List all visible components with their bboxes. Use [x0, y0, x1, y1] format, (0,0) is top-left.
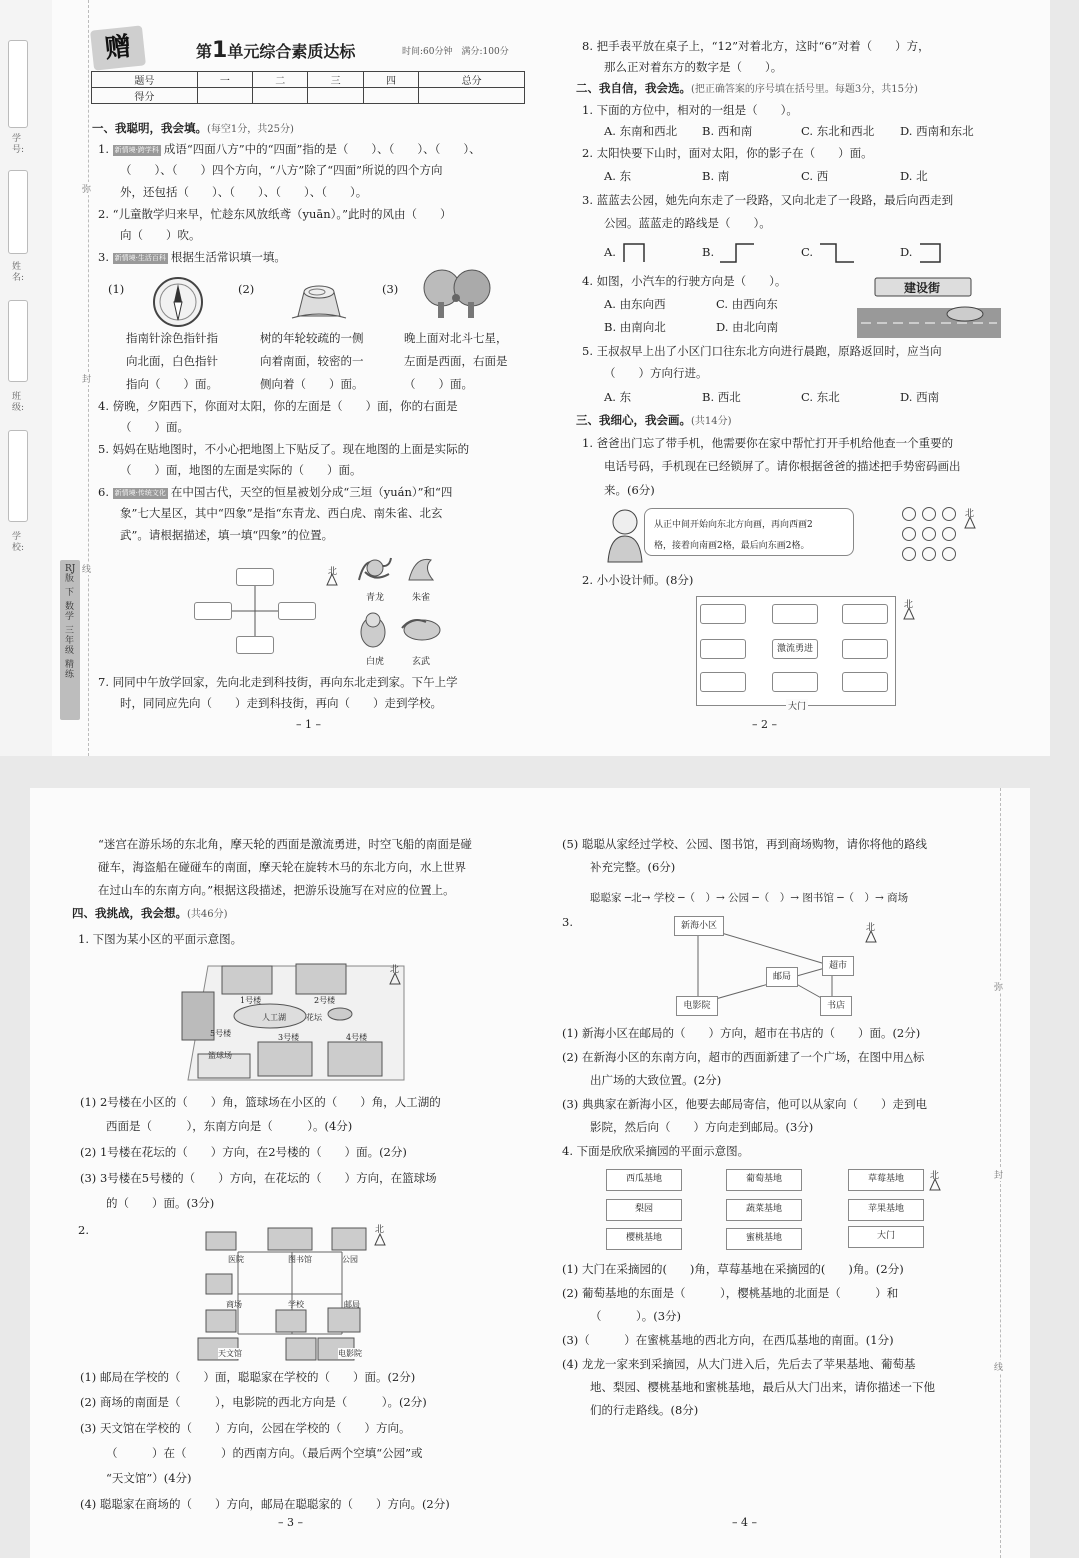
label-white-tiger: 白虎: [366, 657, 385, 667]
q4-1-part2: (2) 1号楼在花坛的（ ）方向，在2号楼的（ ）面。(2分): [80, 1145, 407, 1159]
tab-grade: 三年级: [65, 626, 75, 656]
map1-court: 篮球场: [208, 1051, 232, 1060]
school-box[interactable]: [8, 430, 28, 522]
mc1-option-c[interactable]: C. 东北和西北: [801, 124, 875, 138]
draw-question-1: 1. 爸爸出门忘了带手机，他需要你在家中帮忙打开手机给他查一个重要的: [582, 436, 954, 450]
north-arrow-icon: [375, 1234, 385, 1246]
orchard-strawberry: 草莓基地: [848, 1169, 924, 1191]
north-arrow-icon: [965, 517, 975, 529]
mc2-option-b[interactable]: B. 南: [702, 169, 730, 183]
label-class: 班级:: [12, 392, 25, 413]
route-d-icon: [918, 240, 944, 264]
draw-question-1-line3: 来。(6分): [604, 483, 655, 497]
mc-question-3: 3. 蓝蓝去公园，她先向东走了一段路，又向北走了一段路，最后向西走到: [582, 193, 954, 207]
compass-icon: [152, 276, 204, 328]
route-a-icon: [620, 240, 650, 264]
north-label: 北: [904, 600, 914, 610]
map2-hospital: 医院: [228, 1255, 244, 1264]
map3-xinhai: 新海小区: [674, 916, 724, 936]
gate-label: 大门: [786, 699, 808, 712]
challenge-question-4: 4. 下面是欣欣采摘园的平面示意图。: [562, 1144, 750, 1158]
mc3-option-d[interactable]: D.: [900, 245, 913, 259]
park-description-3: 在过山车的东南方向。”根据这段描述，把游乐设施写在对应的位置上。: [98, 883, 455, 897]
mc-question-3-line2: 公园。蓝蓝走的路线是（ ）。: [604, 216, 771, 230]
question-6-line2: 象”七大星区，其中“四象”是指“东青龙、西白虎、南朱雀、北玄: [120, 506, 443, 520]
north-label: 北: [930, 1171, 940, 1181]
design-question: 2. 小小设计师。(8分): [582, 573, 694, 587]
question-1-line2: （ ）、（ ）四个方向，“八方”除了“四面”所说的四个方向: [120, 163, 443, 177]
q4-2-part4: (4) 聪聪家在商场的（ ）方向，邮局在聪聪家的（ ）方向。(2分): [80, 1497, 450, 1511]
orchard-gate: 大门: [848, 1226, 924, 1248]
map2-planetarium: 天文馆: [218, 1349, 242, 1358]
mc4-option-d[interactable]: D. 由北向南: [716, 320, 779, 334]
q4-4-part3: (3)（ ）在蜜桃基地的西北方向，在西瓜基地的南面。(1分): [562, 1333, 894, 1347]
north-label: 北: [866, 923, 876, 933]
q3-case3-label: (3): [382, 282, 399, 296]
class-box[interactable]: [8, 300, 28, 382]
map1-building-3: 3号楼: [278, 1033, 300, 1042]
pattern-dot[interactable]: [942, 547, 956, 561]
gift-seal: 赠: [90, 25, 146, 70]
tab-edition: RJ版: [65, 564, 76, 584]
q3-case2-text: 树的年轮较疏的一侧 向着南面，较密的一 侧向着（ ）面。: [260, 331, 364, 391]
label-black-tortoise: 玄武: [412, 657, 431, 667]
north-label: 北: [390, 965, 400, 975]
map3-bookstore: 书店: [820, 996, 852, 1016]
score-cell[interactable]: [308, 88, 363, 104]
tab-subject: 数学: [65, 602, 75, 622]
q3-case3-text: 晚上面对北斗七星， 左面是西面，右面是 （ ）面。: [404, 331, 508, 391]
orchard-pear: 梨园: [606, 1199, 682, 1221]
question-2: 2. “儿童散学归来早，忙趁东风放纸鸢（yuān）。”此时的风由（ ）: [98, 207, 452, 221]
q4-3-part2: (2) 在新海小区的东南方向，超市的西面新建了一个广场，在图中用△标: [562, 1050, 925, 1064]
pattern-dot[interactable]: [902, 527, 916, 541]
question-8: 8. 把手表平放在桌子上，“12”对着北方，这时“6”对着（ ）方，: [582, 39, 930, 53]
north-label: 北: [375, 1225, 385, 1235]
answer-box-north[interactable]: [236, 568, 274, 586]
q4-2-part2: (2) 商场的南面是（ ），电影院的西北方向是（ ）。(2分): [80, 1395, 427, 1409]
q4-4-part2: (2) 葡萄基地的东面是（ ），樱桃基地的北面是（ ）和: [562, 1286, 899, 1300]
community-map: [178, 958, 408, 1084]
map2-cinema: 电影院: [338, 1349, 362, 1358]
q4-2-part3-line3: “天文馆”）(4分): [106, 1471, 192, 1485]
turtle-icon: [400, 614, 446, 644]
dad-avatar: [606, 506, 644, 562]
tree-stump-icon: [290, 280, 348, 320]
section-3-heading: 三、我细心，我会画。(共14分): [576, 413, 732, 427]
q4-2-part5: (5) 聪聪从家经过学校、公园、图书馆，再到商场购物，请你将他的路线: [562, 837, 927, 851]
question-5: 5. 妈妈在贴地图时，不小心把地图上下贴反了。现在地图的上面是实际的: [98, 442, 470, 456]
orchard-apple: 苹果基地: [848, 1199, 924, 1221]
pattern-dot[interactable]: [902, 547, 916, 561]
mc5-option-d[interactable]: D. 西南: [900, 390, 940, 404]
question-6-line3: 武”。请根据描述，填一填“四象”的位置。: [120, 528, 334, 542]
page-number-4: – 4 –: [732, 1516, 757, 1529]
mc-question-1: 1. 下面的方位中，相对的一组是（ ）。: [582, 103, 798, 117]
q4-4-part1: (1) 大门在采摘园的( )角，草莓基地在采摘园的( )角。(2分): [562, 1262, 904, 1276]
label-student-id: 学号:: [12, 134, 25, 155]
map3-supermarket: 超市: [822, 956, 854, 976]
seal-mark-mi: 弥: [82, 182, 91, 195]
pattern-dot[interactable]: [942, 507, 956, 521]
question-1: 1. 新情境·跨学科 成语“四面八方”中的“四面”指的是（ ）、（ ）、（ ）、: [98, 142, 481, 156]
map2-school: 学校: [288, 1300, 304, 1309]
q4-3-part1: (1) 新海小区在邮局的（ ）方向，超市在书店的（ ）面。(2分): [562, 1026, 921, 1040]
mc2-option-c[interactable]: C. 西: [801, 169, 829, 183]
q4-2-part5-line2: 补充完整。(6分): [590, 860, 676, 874]
q3-case1-text: 指南针涂色指针指 向北面，白色指针 指向（ ）面。: [126, 331, 218, 391]
trees-night-icon: [420, 268, 496, 320]
seal-mark-mi: 弥: [994, 980, 1003, 993]
challenge-question-3: 3.: [562, 915, 573, 929]
mc3-option-b[interactable]: B.: [702, 245, 715, 259]
map3-cinema: 电影院: [676, 996, 718, 1016]
q4-3-part2-line2: 出广场的大致位置。(2分): [590, 1073, 722, 1087]
map1-lake: 人工湖: [262, 1013, 286, 1022]
q3-case1-label: (1): [108, 282, 125, 296]
question-4: 4. 傍晚，夕阳西下，你面对太阳，你的左面是（ ）面，你的右面是: [98, 399, 458, 413]
north-arrow-icon: [327, 574, 337, 586]
tab-brand: 精练: [65, 660, 75, 680]
pattern-dot[interactable]: [922, 507, 936, 521]
map1-building-4: 4号楼: [346, 1033, 368, 1042]
street-sign: 建设街: [904, 281, 941, 295]
q3-case2-label: (2): [238, 282, 255, 296]
mc5-option-a[interactable]: A. 东: [604, 390, 632, 404]
speech-line-1: 从正中间开始向东北方向画，再向西画2: [654, 520, 813, 530]
question-4-line2: （ ）面。: [120, 420, 189, 434]
question-2-line2: 向（ ）吹。: [120, 228, 201, 242]
label-name: 姓名:: [12, 262, 25, 283]
seal-mark-xian: 线: [994, 1360, 1003, 1373]
map1-building-2: 2号楼: [314, 996, 336, 1005]
north-label: 北: [965, 509, 975, 519]
unit-title: 第1单元综合素质达标: [196, 38, 356, 63]
mc2-option-d[interactable]: D. 北: [900, 169, 928, 183]
draw-question-1-line2: 电话号码，手机现在已经锁屏了。请你根据爸爸的描述把手势密码画出: [604, 459, 961, 473]
mc5-option-c[interactable]: C. 东北: [801, 390, 840, 404]
speech-line-2: 格，接着向南画2格，最后向东画2格。: [654, 541, 810, 551]
orchard-watermelon: 西瓜基地: [606, 1169, 682, 1191]
rapids-ride-box: 激流勇进: [772, 639, 818, 659]
park-slot[interactable]: [772, 672, 818, 692]
question-1-line3: 外，还包括（ ）、（ ）、（ ）、（ ）。: [120, 185, 368, 199]
orchard-grape: 葡萄基地: [726, 1169, 802, 1191]
pattern-dot[interactable]: [942, 527, 956, 541]
tiger-icon: [355, 610, 391, 650]
score-table: 题号 一 二 三 四 总分 得分: [91, 71, 525, 104]
question-7: 7. 同同中午放学回家，先向北走到科技街，再向东北走到家。下午上学: [98, 675, 458, 689]
binding-strip: [0, 0, 76, 756]
map2-mall: 商场: [226, 1300, 242, 1309]
map1-building-1: 1号楼: [240, 996, 262, 1005]
q4-4-part4-line2: 地、梨园、樱桃基地和蜜桃基地，最后从大门出来，请你描述一下他: [590, 1380, 935, 1394]
north-arrow-icon: [390, 973, 400, 985]
park-slot[interactable]: [772, 604, 818, 624]
map3-post-office: 邮局: [766, 967, 798, 987]
north-label: 北: [328, 567, 338, 577]
orchard-vegetable: 蔬菜基地: [726, 1199, 802, 1221]
label-school: 学校:: [12, 532, 25, 553]
q4-2-part1: (1) 邮局在学校的（ ）面，聪聪家在学校的（ ）面。(2分): [80, 1370, 416, 1384]
mc1-option-d[interactable]: D. 西南和东北: [900, 124, 974, 138]
map2-park: 公园: [342, 1255, 358, 1264]
question-3: 3. 新情境·生活百科 根据生活常识填一填。: [98, 250, 286, 264]
park-slot[interactable]: [700, 604, 746, 624]
mc3-option-c[interactable]: C.: [801, 245, 814, 259]
label-vermilion-bird: 朱雀: [412, 593, 431, 603]
map1-flowerbed: 花坛: [306, 1013, 322, 1022]
name-box[interactable]: [8, 170, 28, 254]
question-7-line2: 时，同同应先向（ ）走到科技街，再向（ ）走到学校。: [120, 696, 442, 710]
page-number-3: – 3 –: [278, 1516, 303, 1529]
challenge-question-2: 2.: [78, 1223, 89, 1237]
mc1-option-b[interactable]: B. 西和南: [702, 124, 753, 138]
mc4-option-a[interactable]: A. 由东向西: [604, 297, 666, 311]
park-slot[interactable]: [842, 604, 888, 624]
mc-question-4: 4. 如图，小汽车的行驶方向是（ ）。: [582, 274, 787, 288]
answer-box-west[interactable]: [194, 602, 232, 620]
mc3-option-a[interactable]: A.: [604, 245, 616, 259]
town-map: [192, 1222, 372, 1364]
answer-box-east[interactable]: [278, 602, 316, 620]
q4-4-part4: (4) 龙龙一家来到采摘园，从大门进入后，先后去了苹果基地、葡萄基: [562, 1357, 916, 1371]
q4-1-part1-line2: 西面是（ ），东南方向是（ ）。(4分): [106, 1119, 353, 1133]
mc-question-5-line2: （ ）方向行进。: [604, 366, 708, 380]
q4-3-part3-line2: 影院，然后向（ ）方向走到邮局。(3分): [590, 1120, 814, 1134]
q4-1-part3-line2: 的（ ）面。(3分): [106, 1196, 215, 1210]
orchard-peach: 蜜桃基地: [726, 1228, 802, 1250]
edition-tab: [60, 560, 80, 720]
route-chain: 聪聪家 ─北→ 学校 ─（ ）→ 公园 ─（ ）→ 图书馆 ─（ ）→ 商场: [590, 892, 909, 904]
park-slot[interactable]: [700, 639, 746, 659]
park-description-1: “迷宫在游乐场的东北角，摩天轮的西面是激流勇进，时空飞船的南面是碰: [98, 837, 472, 851]
mc2-option-a[interactable]: A. 东: [604, 169, 632, 183]
challenge-question-1: 1. 下图为某小区的平面示意图。: [78, 932, 243, 946]
score-cell[interactable]: [197, 88, 252, 104]
tab-volume: 下: [65, 588, 75, 598]
park-slot[interactable]: [700, 672, 746, 692]
mc-question-5: 5. 王叔叔早上出了小区门口往东北方向进行晨跑，原路返回时，应当向: [582, 344, 942, 358]
orchard-cherry: 樱桃基地: [606, 1228, 682, 1250]
mc1-option-a[interactable]: A. 东南和西北: [604, 124, 678, 138]
q4-1-part3: (3) 3号楼在5号楼的（ ）方向，在花坛的（ ）方向，在篮球场: [80, 1171, 437, 1185]
question-6: 6. 新情境·传统文化 在中国古代，天空的恒星被划分成“三垣（yuán）”和“四: [98, 485, 453, 499]
mc-question-2: 2. 太阳快要下山时，面对太阳，你的影子在（ ）面。: [582, 146, 873, 160]
exam-meta: 时间:60分钟 满分:100分: [402, 47, 509, 57]
question-8-line2: 那么正对着东方的数字是（ ）。: [604, 60, 783, 74]
route-c-icon: [818, 240, 858, 264]
park-slot[interactable]: [842, 672, 888, 692]
seal-mark-feng: 封: [994, 1168, 1003, 1181]
page-number-2: – 2 –: [752, 718, 777, 731]
q4-4-part4-line3: 们的行走路线。(8分): [590, 1403, 699, 1417]
score-cell[interactable]: [363, 88, 418, 104]
mc4-option-b[interactable]: B. 由南向北: [604, 320, 666, 334]
q4-1-part1: (1) 2号楼在小区的（ ）角，篮球场在小区的（ ）角，人工湖的: [80, 1095, 441, 1109]
map2-post-office: 邮局: [344, 1300, 360, 1309]
q4-3-part3: (3) 典典家在新海小区，他要去邮局寄信，他可以从家向（ ）走到电: [562, 1097, 927, 1111]
q4-2-part3: (3) 天文馆在学校的（ ）方向，公园在学校的（ ）方向。: [80, 1421, 411, 1435]
map2-library: 图书馆: [288, 1255, 312, 1264]
north-arrow-icon: [904, 608, 914, 620]
pattern-dot[interactable]: [922, 547, 936, 561]
section-2-heading: 二、我自信，我会选。(把正确答案的序号填在括号里。每题3分，共15分): [576, 81, 918, 95]
north-arrow-icon: [866, 931, 876, 943]
seal-mark-feng: 封: [82, 372, 91, 385]
mc4-option-c[interactable]: C. 由西向东: [716, 297, 778, 311]
page-number-1: – 1 –: [296, 718, 321, 731]
section-4-heading: 四、我挑战，我会想。(共46分): [72, 906, 228, 920]
q4-4-part2-line2: （ ）。(3分): [590, 1309, 682, 1323]
park-description-2: 碰车，海盗船在碰碰车的南面，摩天轮在旋转木马的东北方向，水上世界: [98, 860, 466, 874]
q4-2-part3-line2: （ ）在（ ）的西南方向。（最后两个空填“公园”或: [106, 1446, 423, 1460]
section-1-heading: 一、我聪明，我会填。(每空1分，共25分): [92, 121, 294, 135]
mc5-option-b[interactable]: B. 西北: [702, 390, 741, 404]
question-5-line2: （ ）面，地图的左面是实际的（ ）面。: [120, 463, 362, 477]
park-slot[interactable]: [842, 639, 888, 659]
label-azure-dragon: 青龙: [366, 593, 385, 603]
id-box[interactable]: [8, 40, 28, 128]
score-cell[interactable]: [253, 88, 308, 104]
dragon-icon: [355, 552, 395, 586]
map1-building-5: 5号楼: [210, 1029, 232, 1038]
route-b-icon: [718, 240, 758, 264]
score-cell[interactable]: [419, 88, 525, 104]
bird-icon: [403, 550, 439, 588]
pattern-dot[interactable]: [922, 527, 936, 541]
pattern-dot[interactable]: [902, 507, 916, 521]
answer-box-south[interactable]: [236, 636, 274, 654]
seal-mark-xian: 线: [82, 562, 91, 575]
north-arrow-icon: [930, 1179, 940, 1191]
